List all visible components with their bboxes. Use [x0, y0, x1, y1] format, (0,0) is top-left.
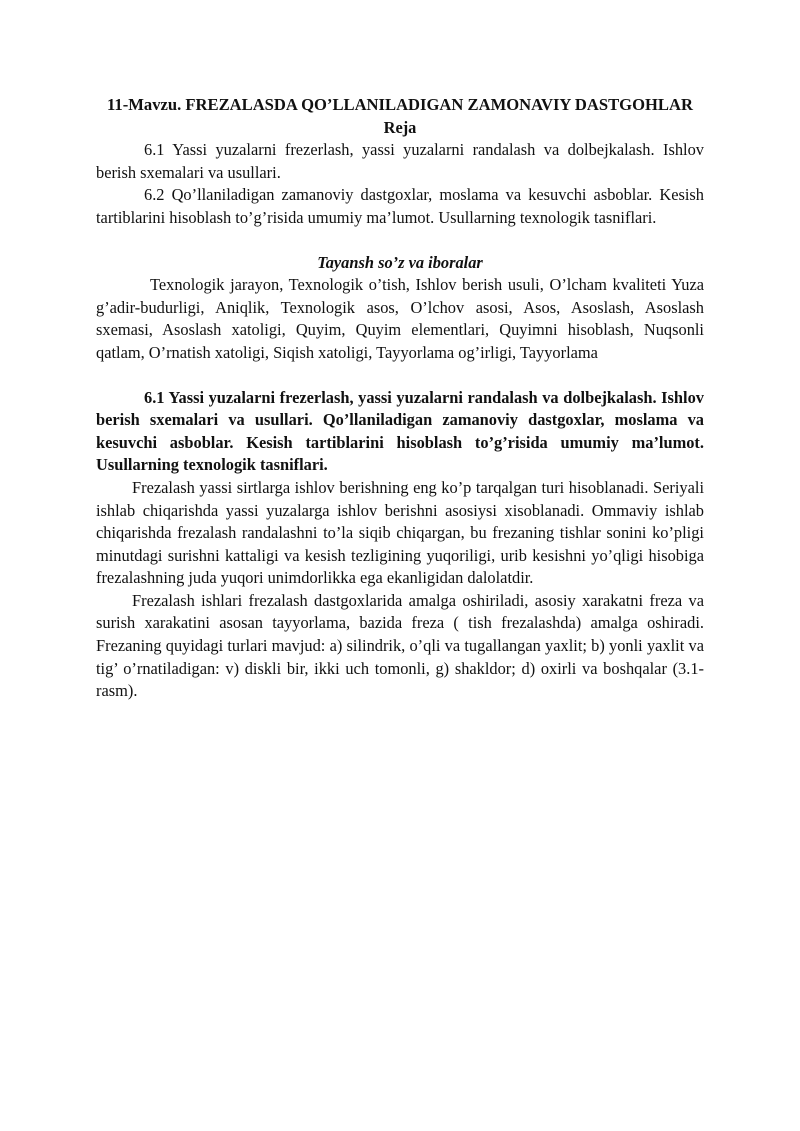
- keywords-text: Texnologik jarayon, Texnologik o’tish, Ishlov berish usuli, O’lcham kvaliteti Yuza g’adir-budurligi, Aniqlik, Texnologik asos, O’lchov asosi, Asos, Asoslash, Asoslash sxemasi, Asoslash xatoligi, Quyim, Quyim elementlari, Quyimni hisoblash, Nuqsonli qatlam, O’rnatish xatoligi, Siqish xatoligi, Tayyorlama og’irligi, Tayyorlama: [96, 275, 704, 362]
- plan-item-2: 6.2 Qo’llaniladigan zamanoviy dastgoxlar, moslama va kesuvchi asboblar. Kesish tartiblarini hisoblash to’g’risida umumiy ma’lumot. Usullarning texnologik tasniflari.: [96, 185, 704, 227]
- plan-heading: Reja: [383, 117, 417, 137]
- document-title: 11-Mavzu. FREZALASDA QO’LLANILADIGAN ZAMONAVIY DASTGOHLAR: [107, 95, 693, 114]
- body-paragraph-2: Frezalash ishlari frezalash dastgoxlarida amalga oshiriladi, asosiy xarakatni freza va surish xarakatini asosan tayyorlama, bazida freza ( tish frezalashda) amalga oshiradi. Frezaning quyidagi turlari mavjud: a) silindrik, o’qli va tugallangan yaxlit; b) yonli yaxlit va tig’ o’rnatiladigan: v) diskli bir, ikki uch tomonli, g) shakldor; d) oxirli va boshqalar (3.1-rasm).: [96, 590, 704, 701]
- body-paragraph-1: Frezalash yassi sirtlarga ishlov berishning eng ko’p tarqalgan turi hisoblanadi. Seriyali ishlab chiqarishda yassi yuzalarga ishlov berishni asosiysi xisoblanadi. Ommaviy ishlab chiqarishda frezalash randalashni to’la siqib chiqargan, bu frezaning tishlar sonini ko’pligi minutdagi surishni kattaligi va kesish tezligining yuqoriligi, urib kesishni yo’qligi hisobiga frezalashning juda yuqori unimdorlikka ega ekanligidan dalolatdir.: [96, 477, 704, 588]
- section-heading: 6.1 Yassi yuzalarni frezerlash, yassi yuzalarni randalash va dolbejkalash. Ishlov berish sxemalari va usullari. Qo’llaniladigan zamanoviy dastgoxlar, moslama va kesuvchi asboblar. Kesish tartiblarini hisoblash to’g’risida umumiy ma’lumot. Usullarning texnologik tasniflari.: [96, 387, 704, 475]
- document-page: [96, 94, 704, 703]
- keywords-heading: Tayansh so’z va iboralar: [317, 252, 483, 272]
- plan-item-1: 6.1 Yassi yuzalarni frezerlash, yassi yuzalarni randalash va dolbejkalash. Ishlov berish sxemalari va usullari.: [96, 140, 704, 182]
